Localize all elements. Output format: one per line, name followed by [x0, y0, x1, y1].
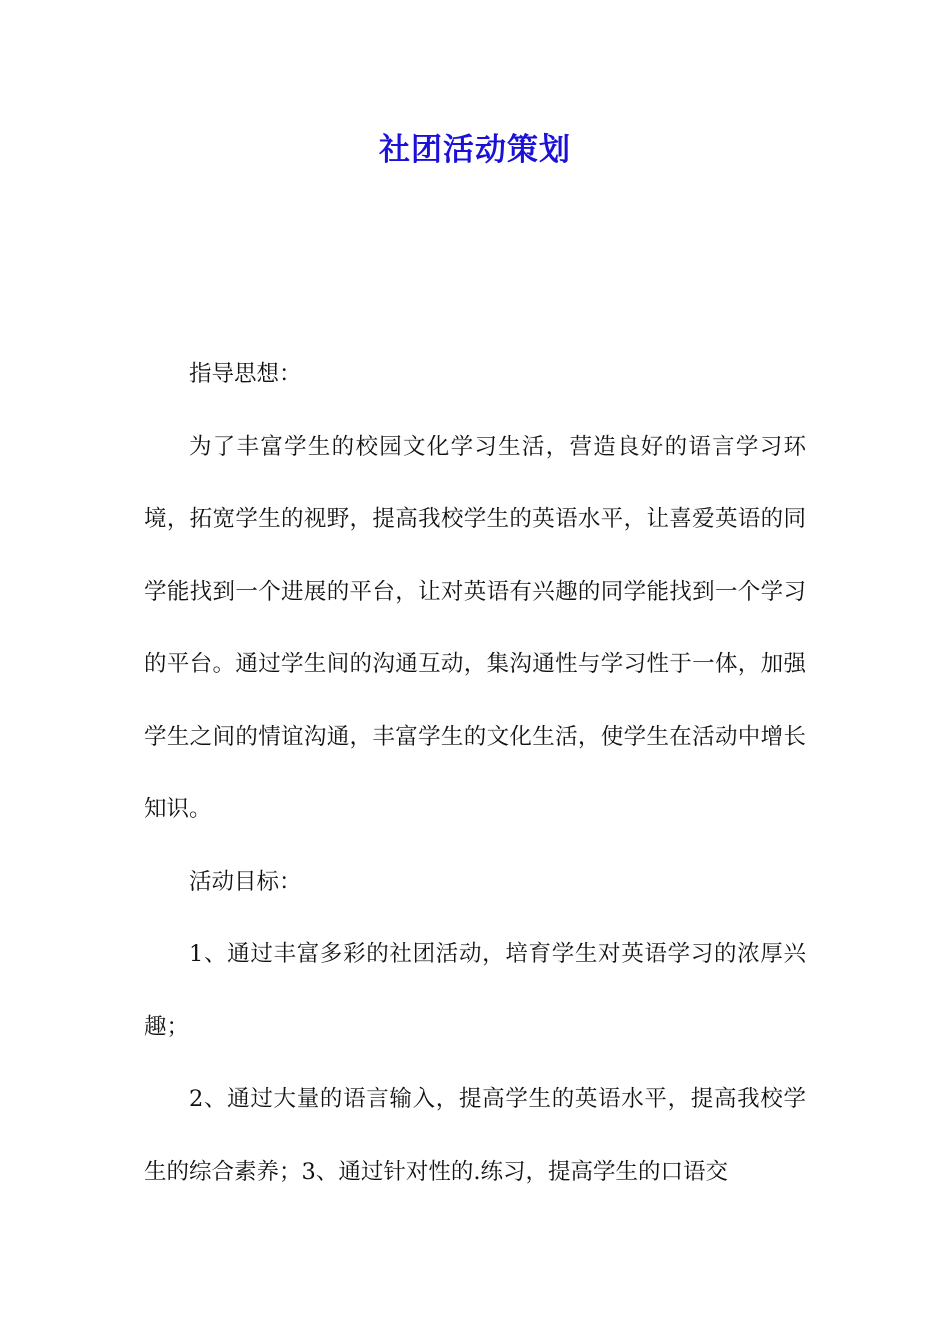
paragraph-goal-2-3: 2、通过大量的语言输入，提高学生的英语水平，提高我校学生的综合素养；3、通过针对性的.练习，提高学生的口语交 — [144, 1086, 806, 1185]
heading-guiding-ideology: 指导思想： — [189, 361, 302, 387]
document-title: 社团活动策划 — [379, 132, 571, 168]
document-body — [144, 338, 806, 1208]
paragraph-goal-1: 1、通过丰富多彩的社团活动，培育学生对英语学习的浓厚兴趣； — [144, 941, 806, 1040]
paragraph-guiding-ideology: 为了丰富学生的校园文化学习生活，营造良好的语言学习环境，拓宽学生的视野，提高我校学生的英语水平，让喜爱英语的同学能找到一个进展的平台，让对英语有兴趣的同学能找到一个学习的平台。通过学生间的沟通互动，集沟通性与学习性于一体，加强学生之间的情谊沟通，丰富学生的文化生活，使学生在活动中增长知识。 — [144, 433, 806, 822]
heading-activity-goals: 活动目标： — [189, 868, 302, 895]
